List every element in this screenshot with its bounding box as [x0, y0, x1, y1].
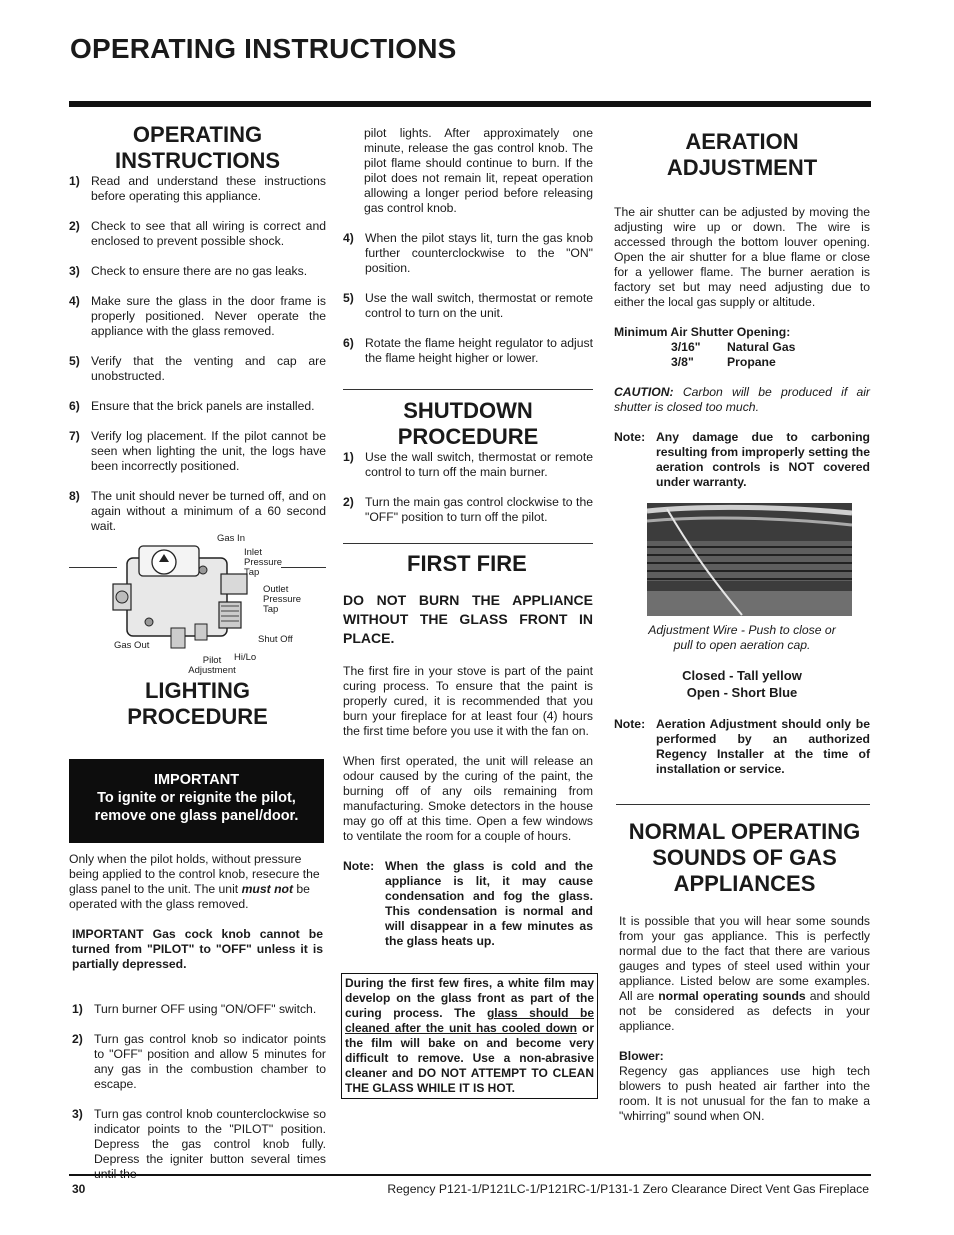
min-shutter-row: 3/16" Natural Gas [671, 340, 796, 354]
label-gas-in: Gas In [217, 533, 245, 544]
list-item: 4) Make sure the glass in the door frame is properly positioned. Never operate the appliance with the glass removed. [69, 294, 326, 338]
shutdown-list [343, 450, 593, 525]
list-item: 3) Check to ensure there are no gas leaks. [69, 264, 308, 278]
page-number: 30 [72, 1182, 86, 1196]
first-fire-note: Note: When the glass is cold and the appliance is lit, it may cause condensation and fog the glass. This condensation is normal and will disappear in a few minutes as the glass heats up. [343, 859, 593, 948]
list-item: 5) Verify that the venting and cap are unobstructed. [69, 354, 326, 383]
blower-text: Regency gas appliances use high tech blowers to push heated air farther into the room. It is not unusual for the fan to make a "whirring" sound when ON. [619, 1064, 870, 1123]
section-rule [616, 804, 870, 805]
lighting-list-continued [343, 231, 593, 366]
min-shutter-title: Minimum Air Shutter Opening: [614, 325, 791, 339]
first-fire-para1: The first fire in your stove is part of the paint curing process. To ensure that the paint is properly cured, it is recommended that you burn your fireplace for at least four (4) hours the first time before you use it with the fan on. [343, 664, 593, 738]
lighting-body [69, 852, 326, 1182]
label-pilot-adjustment: Pilot Adjustment [188, 655, 236, 676]
list-item: 8) The unit should never be turned off, and on again without a minimum of a 60 second wait. [69, 489, 326, 533]
aeration-para: The air shutter can be adjusted by moving the adjusting wire up or down. The wire is accessed through the bottom louver opening. Open the air shutter for a blue flame or close for a yellower flame. The burner aeration is factory set but may need adjusting due to either the local gas supply or altitude. [614, 205, 870, 309]
list-item: 3) Turn gas control knob counterclockwise so indicator points to the "PILOT" position. Depress the gas control knob fully. Depress the igniter button several times [72, 1107, 326, 1166]
title-rule [69, 101, 871, 107]
footer-product-name: Regency P121-1/P121LC-1/P121RC-1/P131-1 Zero Clearance Direct Vent Gas Fireplace [387, 1182, 869, 1196]
list-item: 1) Use the wall switch, thermostat or remote control to turn off the main burner. [343, 450, 593, 479]
list-item: 2) Turn the main gas control clockwise to the "OFF" position to turn off the pilot. [343, 495, 593, 524]
lighting-continued-text: pilot lights. After approximately one minute, release the gas control knob. The pilot flame should continue to burn. If the pilot does not remain lit, repeat operation allowing a longer period before releasing gas control knob. [364, 126, 593, 215]
list-item: 4) When the pilot stays lit, turn the gas knob further counterclockwise to the "ON" position. [343, 231, 593, 275]
glass-film-warning-box: During the first few fires, a white film may develop on the glass front as part of the curing process. The glass should be cleaned after the unit has cooled down or the film will bake on and become very difficult to remove. Use a non-abrasive cleaner and DO NOT ATTEMPT TO CLEAN THE GLASS WHILE IT IS HOT. [341, 973, 598, 1099]
adjustment-wire-photo [647, 503, 852, 616]
list-item: 7) Verify log placement. If the pilot cannot be seen when lighting the unit, the logs have been incorrectly positioned. [69, 429, 326, 473]
operating-heading: OPERATING INSTRUCTIONS [115, 122, 280, 173]
list-item: 1) Read and understand these instructions before operating this appliance. [69, 174, 326, 203]
normal-sounds-section [619, 819, 870, 1124]
blower-label: Blower: [619, 1049, 664, 1063]
operating-instructions-section [69, 122, 326, 534]
list-item: 5) Use the wall switch, thermostat or remote control to turn on the unit. [343, 291, 593, 320]
lighting-heading: LIGHTING PROCEDURE [127, 678, 268, 729]
gas-cock-note: IMPORTANT Gas cock knob cannot be turned from "PILOT" to "OFF" unless it is partially depressed. [72, 927, 323, 971]
operating-list [69, 174, 326, 534]
first-fire-section [343, 551, 593, 949]
gas-valve-diagram [69, 532, 326, 680]
aeration-note-installer: Note: Aeration Adjustment should only be performed by an authorized Regency Installer at the time of installation or service. [614, 717, 870, 776]
list-item: 2) Turn gas control knob so indicator points to "OFF" position and allow 5 minutes for any gas in the combustion chamber to escape. [72, 1032, 326, 1091]
lighting-procedure-section [69, 678, 326, 730]
label-shut-off: Shut Off [258, 634, 293, 645]
aeration-photo-text [614, 623, 870, 777]
closed-open-text: Closed - Tall yellow Open - Short Blue [682, 668, 802, 700]
list-item: 6) Ensure that the brick panels are installed. [69, 399, 315, 413]
section-rule [343, 389, 593, 390]
burner-photo-icon [647, 503, 852, 616]
first-fire-warning: DO NOT BURN THE APPLIANCE WITHOUT THE GLASS FRONT IN PLACE. [343, 592, 593, 646]
first-fire-heading: FIRST FIRE [407, 551, 527, 576]
gas-valve-icon [109, 533, 259, 656]
label-gas-out: Gas Out [114, 640, 150, 651]
list-item: 2) Check to see that all wiring is correct and enclosed to prevent possible shock. [69, 219, 326, 248]
caution-text: CAUTION: Carbon will be produced if air shutter is closed too much. [614, 385, 870, 414]
lighting-list [69, 1002, 326, 1182]
lighting-intro: Only when the pilot holds, without pressure being applied to the control knob, resecure the glass panel to the unit. The unit must not be operated with the glass removed. [69, 852, 320, 911]
list-item: 6) Rotate the flame height regulator to adjust the flame height higher or lower. [343, 336, 593, 365]
normal-sounds-heading: NORMAL OPERATING SOUNDS OF GAS APPLIANCES [628, 819, 861, 896]
footer-rule [69, 1174, 871, 1176]
label-hi-lo: Hi/Lo [234, 652, 257, 663]
photo-caption: Adjustment Wire - Push to close or pull to open aeration cap. [648, 623, 836, 652]
sounds-para: It is possible that you will hear some sounds from your gas appliance. This is perfectly normal due to the fact that there are various gauges and types of steel used within your appliance. Listed below are some examples. All are normal operating sounds and should not be considered as defects in your appliance. [619, 914, 870, 1033]
page-title: OPERATING INSTRUCTIONS [70, 33, 457, 64]
min-shutter-row: 3/8" Propane [671, 355, 776, 369]
shutdown-section [343, 398, 593, 525]
lighting-continued [343, 126, 593, 366]
label-outlet-pressure-tap: Outlet Pressure Tap [263, 584, 302, 615]
aeration-section [614, 129, 870, 490]
section-rule [343, 543, 593, 544]
aeration-heading: AERATION ADJUSTMENT [666, 129, 818, 180]
label-inlet-pressure-tap: Inlet Pressure Tap [244, 547, 283, 578]
first-fire-para2: When first operated, the unit will release an odour caused by the curing of the paint, the burning off of any oils remaining from manufacturing. Smoke detectors in the house may go off at this time. Open a few windows to ventilate the room for a couple of hours. [343, 754, 593, 843]
important-notice-box: IMPORTANT To ignite or reignite the pilot, remove one glass panel/door. [69, 759, 324, 843]
aeration-note-warranty: Note: Any damage due to carboning resulting from improperly setting the aeration controls is NOT covered under warranty. [614, 430, 870, 489]
shutdown-heading: SHUTDOWN PROCEDURE [397, 398, 539, 449]
list-item: 1) Turn burner OFF using "ON/OFF" switch. [72, 1002, 317, 1016]
